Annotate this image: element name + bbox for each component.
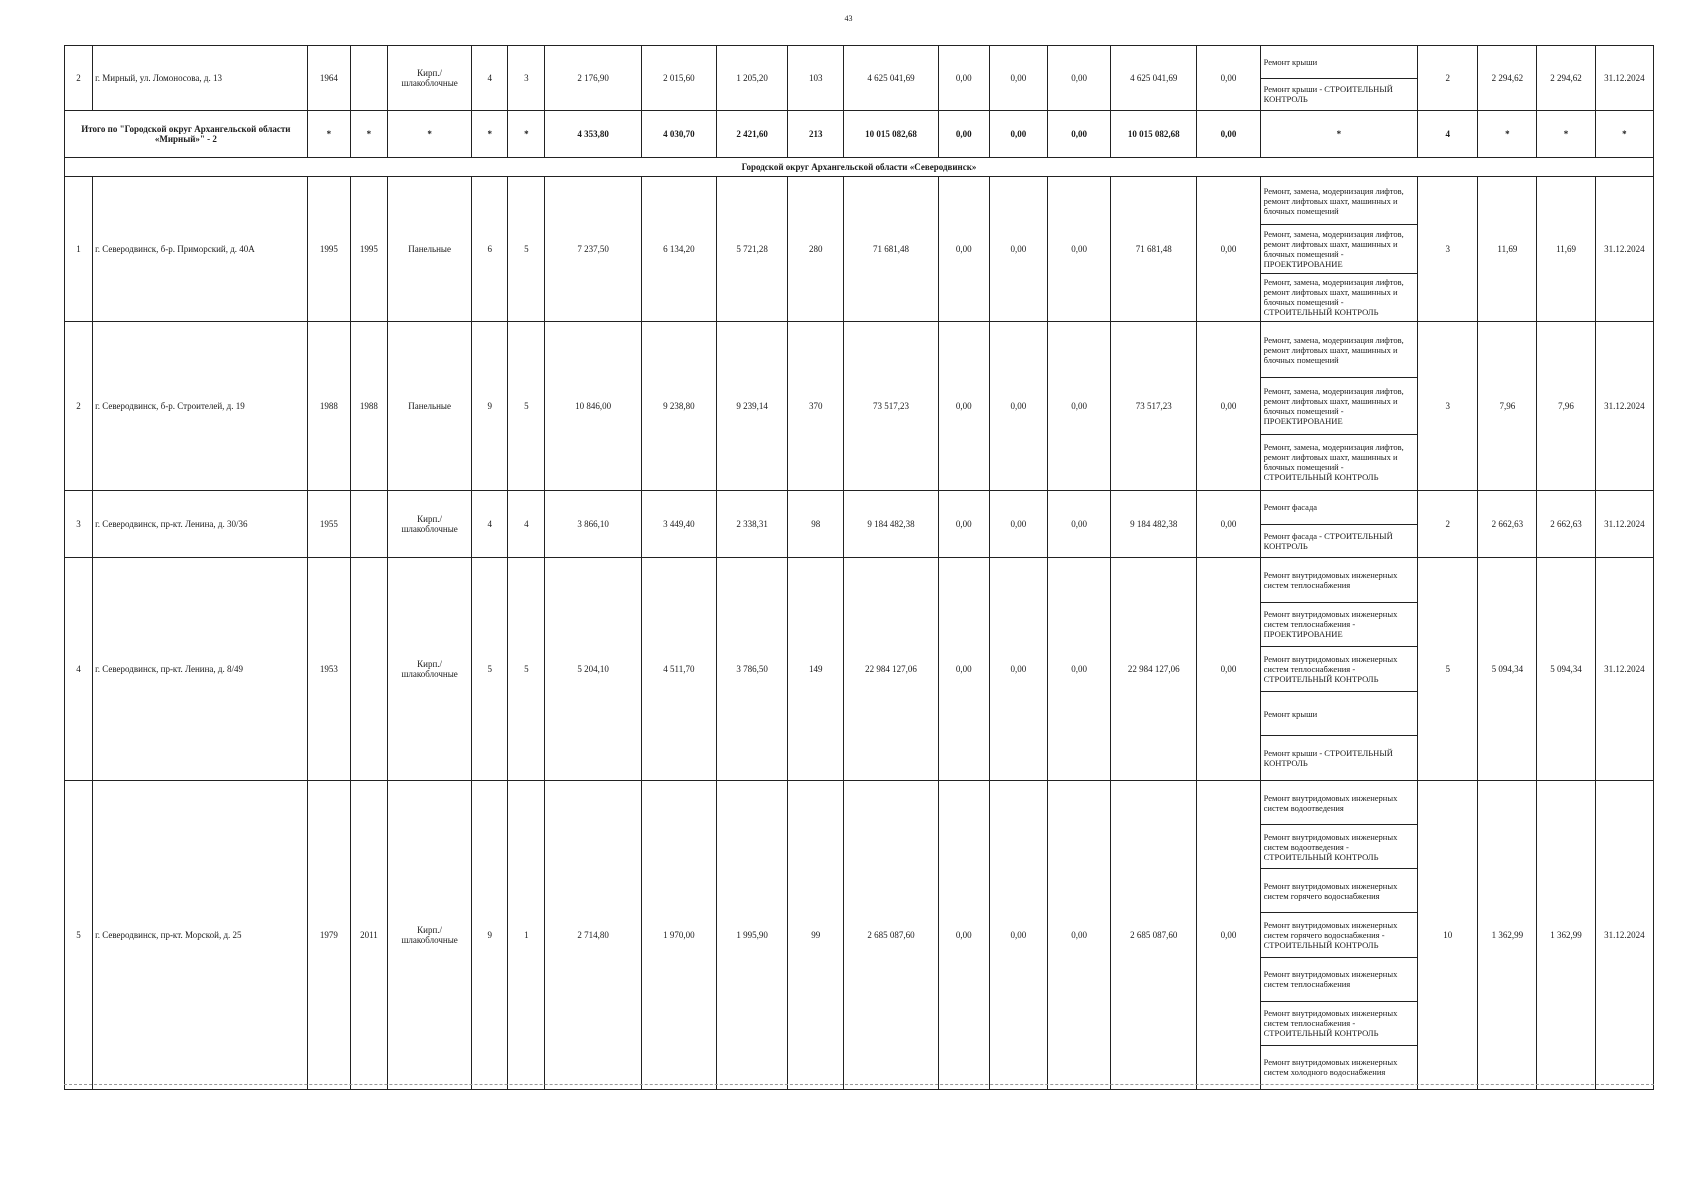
cell-floors: 4	[472, 491, 508, 558]
cell-cost-owners: 22 984 127,06	[1111, 558, 1197, 781]
cell-deadline: 31.12.2024	[1595, 558, 1653, 781]
cell-f1: 0,00	[938, 558, 989, 781]
cell-residents: 103	[788, 46, 844, 111]
cell-area-living: 3 449,40	[641, 491, 716, 558]
cell-area-living: 9 238,80	[641, 322, 716, 491]
cell-unit-limit: 2 294,62	[1537, 46, 1595, 111]
page-number: 43	[844, 14, 853, 23]
cell-cost-owners: 73 517,23	[1111, 322, 1197, 491]
cell-cost-total: 4 625 041,69	[844, 46, 938, 111]
cell-f3: 0,00	[1047, 491, 1110, 558]
cell-floors: 9	[472, 781, 508, 1090]
cell-material: Кирп./шлакоблочные	[387, 491, 471, 558]
cell-f2: 0,00	[989, 491, 1047, 558]
cell-entrances: 1	[508, 781, 545, 1090]
cell-material: Кирп./шлакоблочные	[387, 46, 471, 111]
cell-cost-total: 73 517,23	[844, 322, 938, 491]
cell-f3: 0,00	[1047, 177, 1110, 322]
house-row	[65, 322, 1654, 491]
total-area-res: 2 421,60	[716, 111, 787, 158]
cell-floors: 5	[472, 558, 508, 781]
cell-residents: 370	[788, 322, 844, 491]
cell-num: 4	[65, 558, 93, 781]
cell-area-res: 1 995,90	[716, 781, 787, 1090]
total-dot: *	[1478, 111, 1537, 158]
cell-f4: 0,00	[1197, 322, 1260, 491]
cell-works-count: 2	[1418, 491, 1478, 558]
cell-works-count: 10	[1418, 781, 1478, 1090]
cell-f1: 0,00	[938, 322, 989, 491]
work-item: Ремонт, замена, модернизация лифтов, ремонт лифтовых шахт, машинных и блочных помещений	[1261, 322, 1417, 378]
cell-cost-total: 71 681,48	[844, 177, 938, 322]
cell-f4: 0,00	[1197, 491, 1260, 558]
total-cost-owners: 10 015 082,68	[1111, 111, 1197, 158]
cell-year-built: 1953	[307, 558, 350, 781]
cell-unit-limit: 2 662,63	[1537, 491, 1595, 558]
work-item: Ремонт, замена, модернизация лифтов, ремонт лифтовых шахт, машинных и блочных помещений - СТРОИТЕЛЬНЫЙ КОНТРОЛЬ	[1263, 442, 1404, 483]
cell-area-res: 9 239,14	[716, 322, 787, 491]
work-item: Ремонт крыши	[1261, 692, 1417, 737]
cell-f2: 0,00	[989, 322, 1047, 491]
scan-edge-line	[64, 1084, 1654, 1086]
work-item: Ремонт внутридомовых инженерных систем горячего водоснабжения	[1261, 869, 1417, 913]
work-item: Ремонт внутридомовых инженерных систем теплоснабжения - СТРОИТЕЛЬНЫЙ КОНТРОЛЬ	[1261, 647, 1417, 692]
total-dot: *	[1260, 111, 1417, 158]
cell-works-count: 5	[1418, 558, 1478, 781]
total-residents: 213	[788, 111, 844, 158]
cell-f3: 0,00	[1047, 46, 1110, 111]
cell-cost-owners: 4 625 041,69	[1111, 46, 1197, 111]
works-cell	[1260, 177, 1417, 322]
cell-area-res: 3 786,50	[716, 558, 787, 781]
total-area-living: 4 030,70	[641, 111, 716, 158]
cell-material: Панельные	[387, 177, 471, 322]
cell-year-reno: 1988	[350, 322, 387, 491]
cell-floors: 6	[472, 177, 508, 322]
works-cell	[1260, 491, 1417, 558]
cell-unit-limit: 1 362,99	[1537, 781, 1595, 1090]
work-item: Ремонт внутридомовых инженерных систем теплоснабжения - ПРОЕКТИРОВАНИЕ	[1261, 603, 1417, 648]
cell-address: г. Мирный, ул. Ломоносова, д. 13	[93, 46, 308, 111]
cell-unit-cost: 2 294,62	[1478, 46, 1537, 111]
total-dot: *	[350, 111, 387, 158]
cell-floors: 4	[472, 46, 508, 111]
cell-cost-owners: 2 685 087,60	[1111, 781, 1197, 1090]
cell-unit-cost: 5 094,34	[1478, 558, 1537, 781]
total-dot: *	[508, 111, 545, 158]
total-works-count: 4	[1418, 111, 1478, 158]
cell-works-count: 2	[1418, 46, 1478, 111]
cell-address: г. Северодвинск, б-р. Строителей, д. 19	[93, 322, 308, 491]
cell-entrances: 3	[508, 46, 545, 111]
cell-unit-limit: 7,96	[1537, 322, 1595, 491]
cell-area-total: 5 204,10	[545, 558, 641, 781]
work-item: Ремонт внутридомовых инженерных систем холодного водоснабжения	[1263, 1057, 1398, 1078]
total-label: Итого по "Городской округ Архангельской области «Мирный»" - 2	[65, 111, 308, 158]
cell-num: 2	[65, 322, 93, 491]
cell-unit-cost: 11,69	[1478, 177, 1537, 322]
cell-cost-total: 9 184 482,38	[844, 491, 938, 558]
work-item: Ремонт внутридомовых инженерных систем водоотведения	[1261, 781, 1417, 825]
work-item: Ремонт, замена, модернизация лифтов, ремонт лифтовых шахт, машинных и блочных помещений - ПРОЕКТИРОВАНИЕ	[1261, 378, 1417, 434]
cell-unit-limit: 11,69	[1537, 177, 1595, 322]
cell-unit-cost: 7,96	[1478, 322, 1537, 491]
cell-year-built: 1995	[307, 177, 350, 322]
cell-address: г. Северодвинск, пр-кт. Морской, д. 25	[93, 781, 308, 1090]
cell-deadline: 31.12.2024	[1595, 46, 1653, 111]
cell-year-reno: 1995	[350, 177, 387, 322]
work-item: Ремонт внутридомовых инженерных систем водоотведения - СТРОИТЕЛЬНЫЙ КОНТРОЛЬ	[1261, 825, 1417, 869]
cell-material: Кирп./шлакоблочные	[387, 781, 471, 1090]
work-item: Ремонт крыши - СТРОИТЕЛЬНЫЙ КОНТРОЛЬ	[1263, 748, 1393, 769]
register-sheet	[64, 45, 1654, 1090]
total-dot: *	[307, 111, 350, 158]
cell-area-res: 1 205,20	[716, 46, 787, 111]
house-row	[65, 558, 1654, 781]
cell-year-reno	[350, 46, 387, 111]
total-f3: 0,00	[1047, 111, 1110, 158]
works-cell	[1260, 781, 1417, 1090]
total-cost-total: 10 015 082,68	[844, 111, 938, 158]
cell-entrances: 5	[508, 558, 545, 781]
cell-f2: 0,00	[989, 46, 1047, 111]
work-item: Ремонт крыши - СТРОИТЕЛЬНЫЙ КОНТРОЛЬ	[1263, 84, 1393, 105]
cell-num: 2	[65, 46, 93, 111]
total-row	[65, 111, 1654, 158]
cell-f3: 0,00	[1047, 781, 1110, 1090]
cell-residents: 98	[788, 491, 844, 558]
cell-works-count: 3	[1418, 177, 1478, 322]
cell-area-living: 4 511,70	[641, 558, 716, 781]
work-item: Ремонт внутридомовых инженерных систем теплоснабжения - СТРОИТЕЛЬНЫЙ КОНТРОЛЬ	[1261, 1002, 1417, 1046]
cell-residents: 99	[788, 781, 844, 1090]
cell-year-reno	[350, 558, 387, 781]
house-row	[65, 491, 1654, 558]
cell-year-reno	[350, 491, 387, 558]
cell-f4: 0,00	[1197, 46, 1260, 111]
work-item: Ремонт фасада - СТРОИТЕЛЬНЫЙ КОНТРОЛЬ	[1263, 530, 1393, 551]
cell-deadline: 31.12.2024	[1595, 491, 1653, 558]
cell-deadline: 31.12.2024	[1595, 322, 1653, 491]
total-f4: 0,00	[1197, 111, 1260, 158]
cell-f4: 0,00	[1197, 558, 1260, 781]
cell-entrances: 5	[508, 177, 545, 322]
house-row	[65, 177, 1654, 322]
cell-deadline: 31.12.2024	[1595, 781, 1653, 1090]
house-row	[65, 46, 1654, 111]
works-cell	[1260, 46, 1417, 111]
cell-f4: 0,00	[1197, 781, 1260, 1090]
cell-address: г. Северодвинск, пр-кт. Ленина, д. 30/36	[93, 491, 308, 558]
cell-num: 3	[65, 491, 93, 558]
cell-cost-total: 2 685 087,60	[844, 781, 938, 1090]
cell-area-living: 2 015,60	[641, 46, 716, 111]
work-item: Ремонт фасада	[1261, 491, 1417, 525]
total-f1: 0,00	[938, 111, 989, 158]
cell-area-total: 7 237,50	[545, 177, 641, 322]
cell-area-total: 2 176,90	[545, 46, 641, 111]
cell-entrances: 5	[508, 322, 545, 491]
work-item: Ремонт внутридомовых инженерных систем теплоснабжения	[1261, 958, 1417, 1002]
cell-year-built: 1955	[307, 491, 350, 558]
cell-address: г. Северодвинск, б-р. Приморский, д. 40А	[93, 177, 308, 322]
cell-works-count: 3	[1418, 322, 1478, 491]
cell-floors: 9	[472, 322, 508, 491]
cell-cost-owners: 71 681,48	[1111, 177, 1197, 322]
works-cell	[1260, 322, 1417, 491]
total-dot: *	[1537, 111, 1595, 158]
cell-area-res: 2 338,31	[716, 491, 787, 558]
work-item: Ремонт внутридомовых инженерных систем горячего водоснабжения - СТРОИТЕЛЬНЫЙ КОНТРОЛЬ	[1261, 913, 1417, 957]
cell-f1: 0,00	[938, 781, 989, 1090]
section-title: Городской округ Архангельской области «Северодвинск»	[65, 158, 1654, 177]
cell-year-built: 1979	[307, 781, 350, 1090]
cell-area-res: 5 721,28	[716, 177, 787, 322]
cell-cost-owners: 9 184 482,38	[1111, 491, 1197, 558]
total-dot: *	[1595, 111, 1653, 158]
work-item: Ремонт, замена, модернизация лифтов, ремонт лифтовых шахт, машинных и блочных помещений - ПРОЕКТИРОВАНИЕ	[1261, 225, 1417, 273]
cell-area-total: 10 846,00	[545, 322, 641, 491]
cell-year-reno: 2011	[350, 781, 387, 1090]
work-item: Ремонт внутридомовых инженерных систем теплоснабжения	[1261, 558, 1417, 603]
cell-area-total: 2 714,80	[545, 781, 641, 1090]
cell-f3: 0,00	[1047, 322, 1110, 491]
cell-cost-total: 22 984 127,06	[844, 558, 938, 781]
cell-f1: 0,00	[938, 491, 989, 558]
total-f2: 0,00	[989, 111, 1047, 158]
cell-unit-cost: 1 362,99	[1478, 781, 1537, 1090]
cell-f1: 0,00	[938, 46, 989, 111]
cell-area-total: 3 866,10	[545, 491, 641, 558]
cell-f2: 0,00	[989, 781, 1047, 1090]
cell-f1: 0,00	[938, 177, 989, 322]
cell-residents: 149	[788, 558, 844, 781]
cell-f2: 0,00	[989, 177, 1047, 322]
cell-material: Панельные	[387, 322, 471, 491]
work-item: Ремонт, замена, модернизация лифтов, ремонт лифтовых шахт, машинных и блочных помещений	[1261, 177, 1417, 225]
works-cell	[1260, 558, 1417, 781]
cell-f4: 0,00	[1197, 177, 1260, 322]
cell-entrances: 4	[508, 491, 545, 558]
total-area-total: 4 353,80	[545, 111, 641, 158]
work-item: Ремонт крыши	[1261, 46, 1417, 79]
cell-num: 5	[65, 781, 93, 1090]
cell-area-living: 6 134,20	[641, 177, 716, 322]
section-row	[65, 158, 1654, 177]
total-dot: *	[472, 111, 508, 158]
cell-unit-cost: 2 662,63	[1478, 491, 1537, 558]
cell-material: Кирп./шлакоблочные	[387, 558, 471, 781]
cell-year-built: 1964	[307, 46, 350, 111]
house-row	[65, 781, 1654, 1090]
cell-address: г. Северодвинск, пр-кт. Ленина, д. 8/49	[93, 558, 308, 781]
total-dot: *	[387, 111, 471, 158]
cell-deadline: 31.12.2024	[1595, 177, 1653, 322]
cell-unit-limit: 5 094,34	[1537, 558, 1595, 781]
repair-register-table	[64, 45, 1654, 1090]
cell-residents: 280	[788, 177, 844, 322]
cell-year-built: 1988	[307, 322, 350, 491]
work-item: Ремонт, замена, модернизация лифтов, ремонт лифтовых шахт, машинных и блочных помещений - СТРОИТЕЛЬНЫЙ КОНТРОЛЬ	[1263, 277, 1404, 318]
cell-f3: 0,00	[1047, 558, 1110, 781]
cell-area-living: 1 970,00	[641, 781, 716, 1090]
cell-num: 1	[65, 177, 93, 322]
cell-f2: 0,00	[989, 558, 1047, 781]
